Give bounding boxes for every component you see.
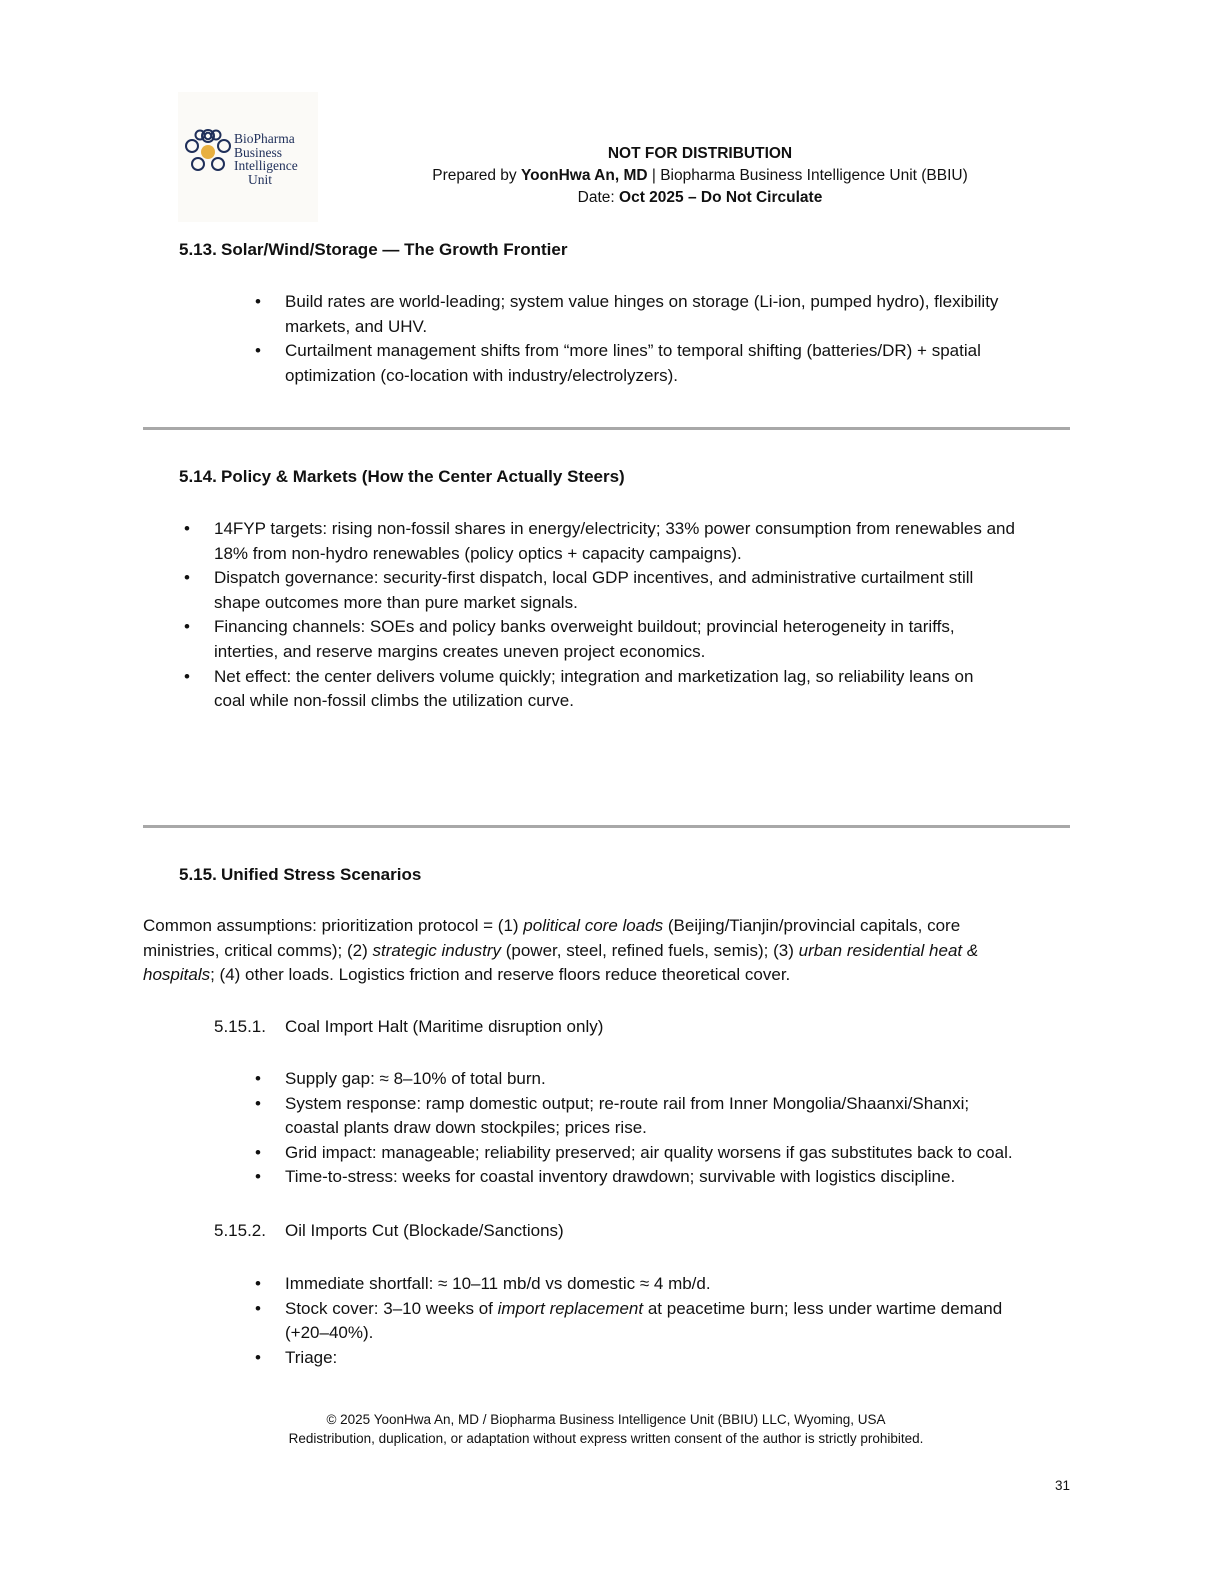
subsection-5-15-1-bullets bbox=[255, 1067, 1085, 1190]
section-divider bbox=[143, 427, 1070, 430]
page-number: 31 bbox=[1054, 1478, 1070, 1493]
common-assumptions-paragraph: Common assumptions: prioritization protocol = (1) political core loads (Beijing/Tianjin/provincial capitals, core ministries, critical comms); (2) strategic industry (power, steel, refined fuels, semis); (3) urban residential heat & hospitals; (4) other loads. Logistics friction and reserve floors reduce theoretical cover. bbox=[143, 916, 979, 985]
section-heading-5-15: 5.15. Unified Stress Scenarios bbox=[179, 865, 422, 884]
list-item: • Curtailment management shifts from “more lines” to temporal shifting (batteries/DR) + spatial optimization (co-location with industry/electrolyzers). bbox=[255, 341, 981, 385]
molecule-logo-icon bbox=[182, 128, 234, 176]
list-item: • Build rates are world-leading; system value hinges on storage (Li-ion, pumped hydro), flexibility markets, and UHV. bbox=[255, 292, 999, 336]
logo-wordmark bbox=[234, 132, 298, 186]
logo-line: Intelligence bbox=[234, 158, 298, 173]
list-item: • 14FYP targets: rising non-fossil shares in energy/electricity; 33% power consumption from renewables and 18% from non-hydro renewables (policy optics + capacity campaigns). bbox=[184, 519, 1015, 563]
page-footer bbox=[200, 1410, 1012, 1448]
subsection-heading-5-15-2: 5.15.2. Oil Imports Cut (Blockade/Sanctions) bbox=[214, 1221, 564, 1240]
subsection-heading-5-15-1: 5.15.1. Coal Import Halt (Maritime disruption only) bbox=[214, 1017, 604, 1036]
subsection-5-15-2-bullets bbox=[255, 1272, 1085, 1370]
list-item: • Supply gap: ≈ 8–10% of total burn. bbox=[255, 1069, 546, 1088]
copyright-line: © 2025 YoonHwa An, MD / Biopharma Business Intelligence Unit (BBIU) LLC, Wyoming, USA bbox=[326, 1412, 886, 1427]
logo-line: BioPharma bbox=[234, 131, 295, 146]
redistribution-notice: Redistribution, duplication, or adaptation without express written consent of the author is strictly prohibited. bbox=[288, 1431, 924, 1446]
list-item: • Immediate shortfall: ≈ 10–11 mb/d vs domestic ≈ 4 mb/d. bbox=[255, 1274, 711, 1293]
section-heading-5-14: 5.14. Policy & Markets (How the Center Actually Steers) bbox=[179, 467, 625, 486]
list-item: • Grid impact: manageable; reliability preserved; air quality worsens if gas substitutes back to coal. bbox=[255, 1142, 1013, 1162]
list-item: • Time-to-stress: weeks for coastal inventory drawdown; survivable with logistics discipline. bbox=[255, 1167, 956, 1187]
list-item: • System response: ramp domestic output; re-route rail from Inner Mongolia/Shaanxi/Shanxi; coastal plants draw down stockpiles; prices rise. bbox=[255, 1093, 970, 1138]
distribution-notice: NOT FOR DISTRIBUTION bbox=[607, 145, 793, 162]
list-item: • Financing channels: SOEs and policy banks overweight buildout; provincial heterogeneity in tariffs, interties, and reserve margins creates uneven project economics. bbox=[184, 617, 955, 661]
list-item: • Triage: bbox=[255, 1347, 338, 1367]
section-5-13-bullets bbox=[255, 290, 1085, 388]
list-item: • Stock cover: 3–10 weeks of import replacement at peacetime burn; less under wartime demand (+20–40%). bbox=[255, 1298, 1003, 1343]
section-5-14-bullets bbox=[184, 517, 1084, 714]
section-divider bbox=[143, 825, 1070, 828]
prepared-by-line: Prepared by YoonHwa An, MD | Biopharma Business Intelligence Unit (BBIU) bbox=[432, 167, 968, 184]
list-item: • Dispatch governance: security-first dispatch, local GDP incentives, and administrative curtailment still shape outcomes more than pure market signals. bbox=[184, 568, 974, 612]
bbiu-logo bbox=[178, 92, 318, 222]
section-heading-5-13: 5.13. Solar/Wind/Storage — The Growth Frontier bbox=[179, 240, 568, 259]
logo-line: Unit bbox=[248, 171, 273, 187]
logo-line: Business bbox=[234, 144, 283, 160]
list-item: • Net effect: the center delivers volume quickly; integration and marketization lag, so reliability leans on coal while non-fossil climbs the utilization curve. bbox=[184, 666, 974, 711]
date-line: Date: Oct 2025 – Do Not Circulate bbox=[577, 189, 823, 206]
